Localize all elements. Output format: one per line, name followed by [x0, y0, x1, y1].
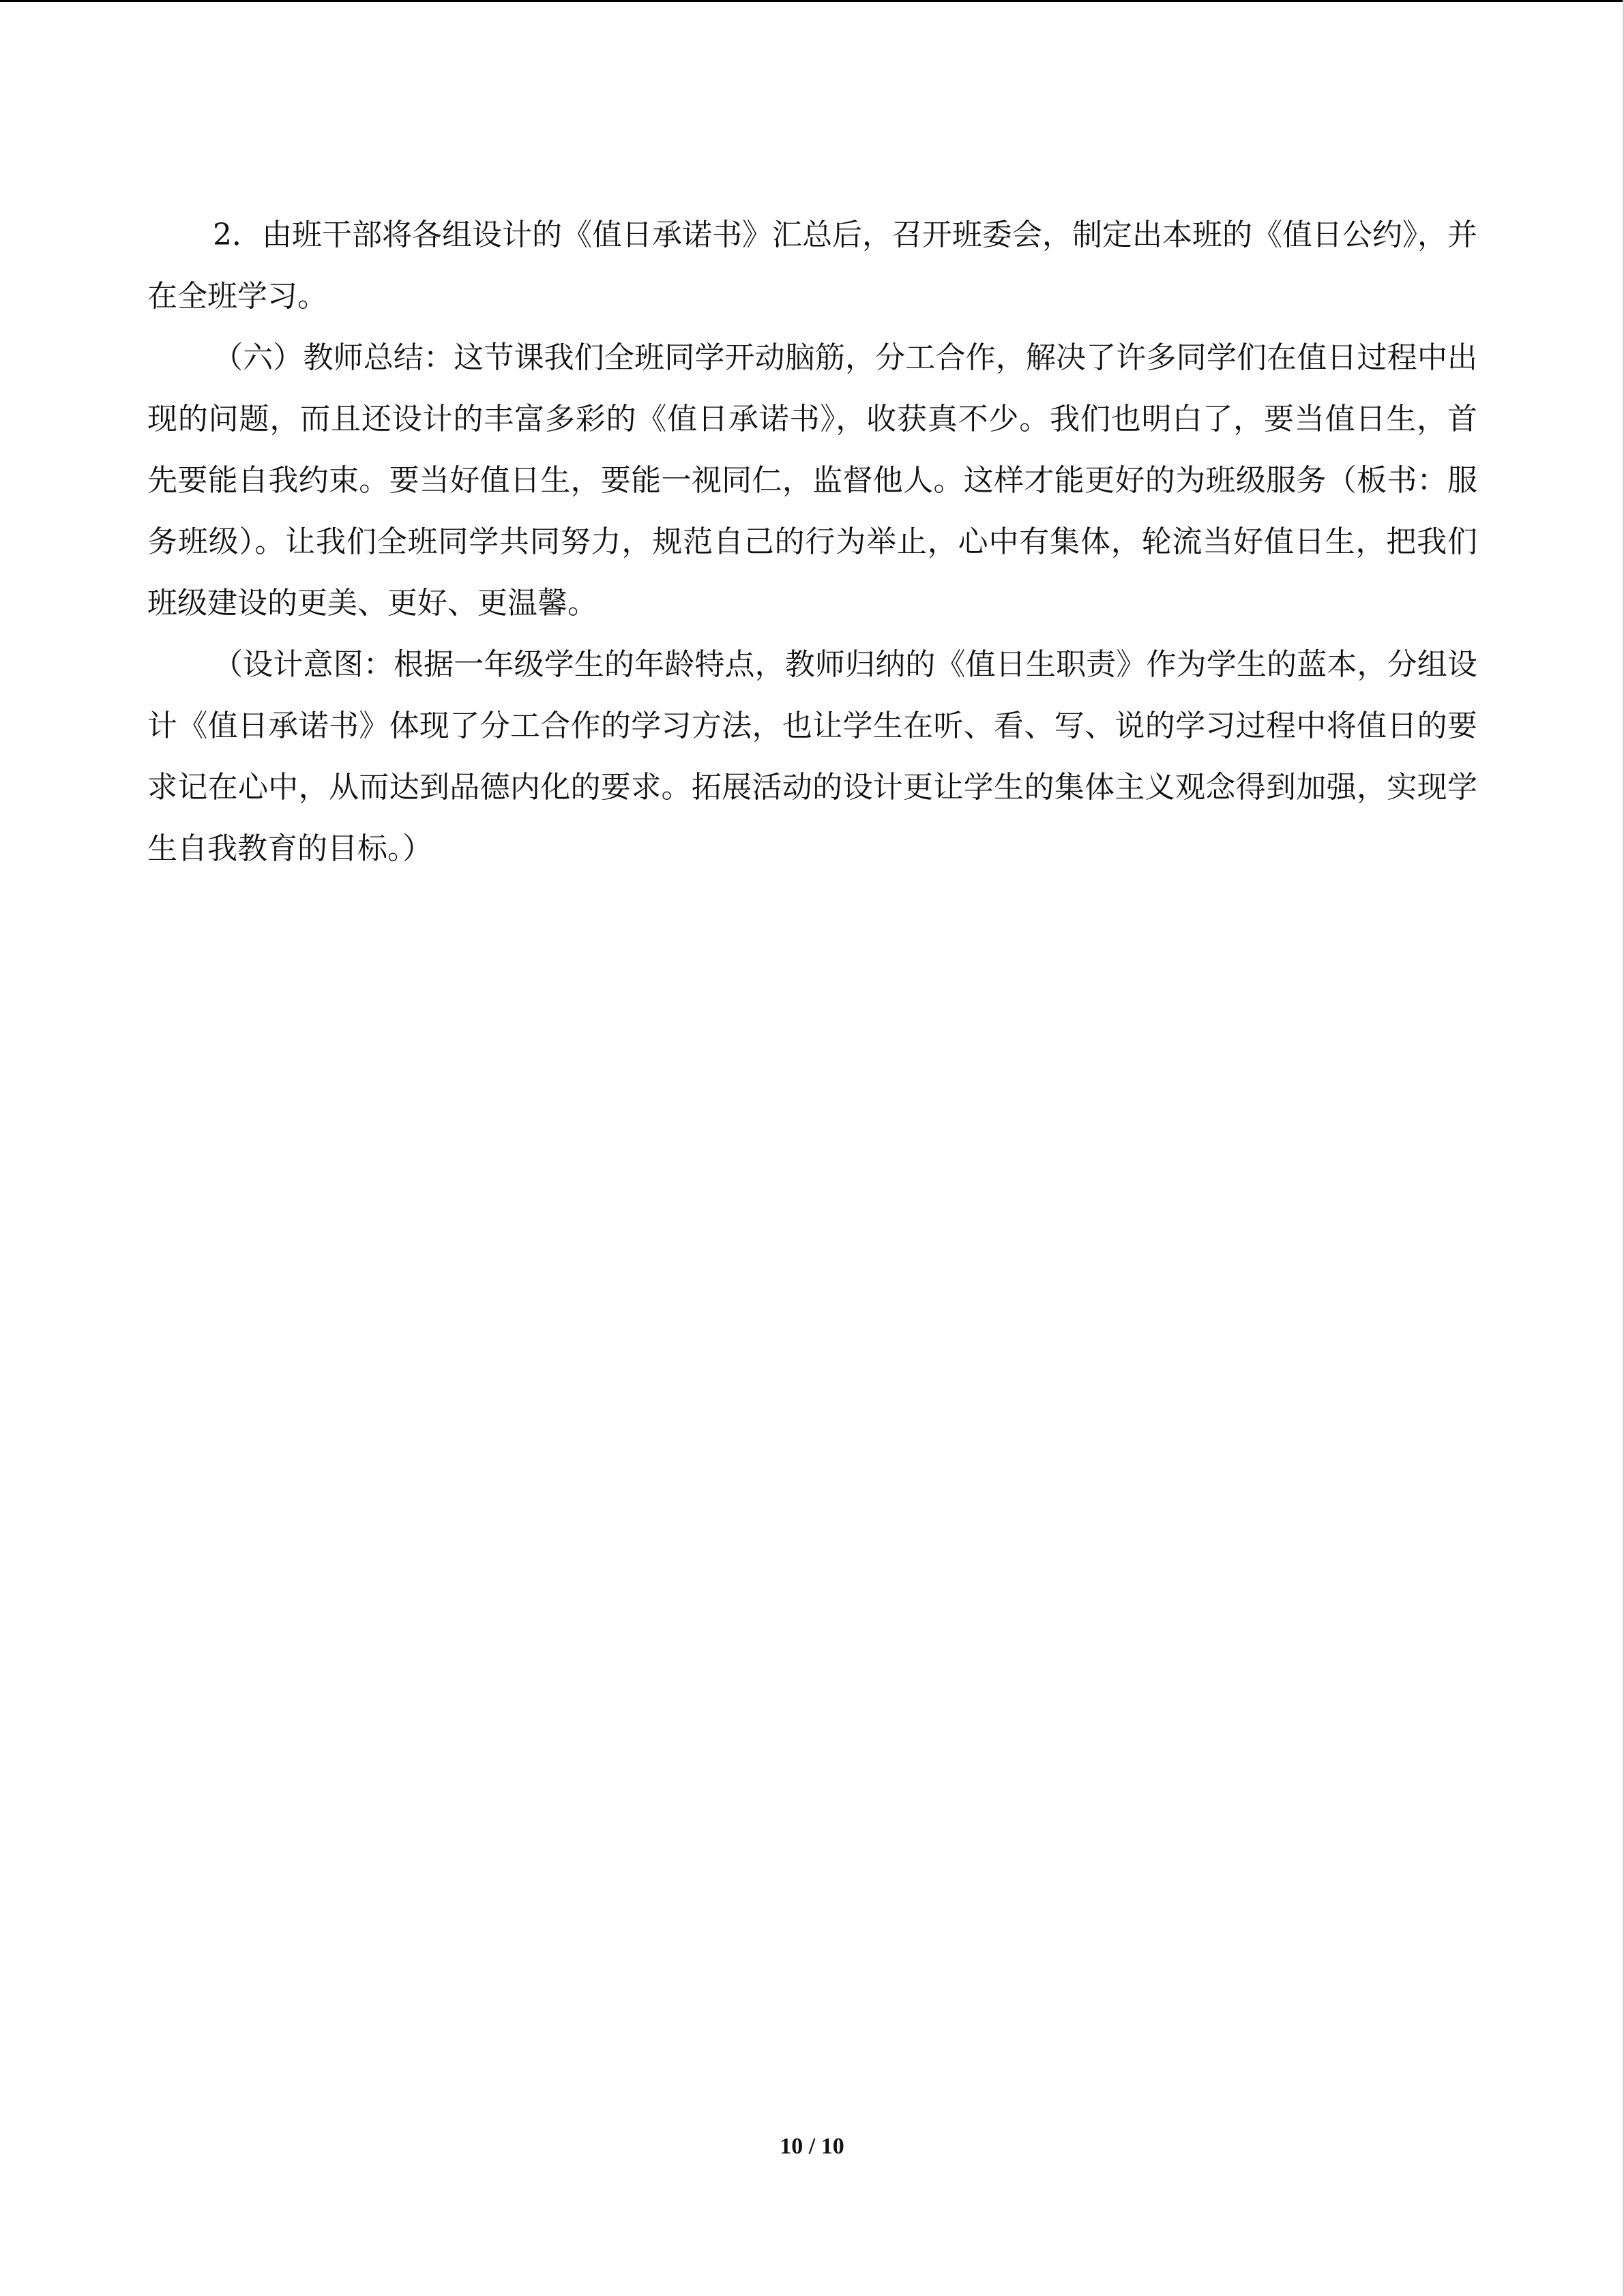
top-border [0, 0, 1624, 2]
paragraph-design-intent: （设计意图：根据一年级学生的年龄特点，教师归纳的《值日生职责》作为学生的蓝本，分组设计《值日承诺书》体现了分工合作的学习方法，也让学生在听、看、写、说的学习过程中将值日的要求记在心中，从而达到品德内化的要求。拓展活动的设计更让学生的集体主义观念得到加强，实现学生自我教育的目标。） [147, 647, 1477, 866]
paragraph-teacher-summary: （六）教师总结：这节课我们全班同学开动脑筋，分工合作，解决了许多同学们在值日过程中出现的问题，而且还设计的丰富多彩的《值日承诺书》，收获真不少。我们也明白了，要当值日生，首先要能自我约束。要当好值日生，要能一视同仁，监督他人。这样才能更好的为班级服务（板书：服务班级）。让我们全班同学共同努力，规范自己的行为举止，心中有集体，轮流当好值日生，把我们班级建设的更美、更好、更温馨。 [147, 340, 1477, 621]
body-text [147, 205, 1477, 880]
paragraph-summary-step-2: 2．由班干部将各组设计的《值日承诺书》汇总后，召开班委会，制定出本班的《值日公约》，并在全班学习。 [147, 218, 1477, 314]
page-number: 10 / 10 [780, 2134, 844, 2159]
